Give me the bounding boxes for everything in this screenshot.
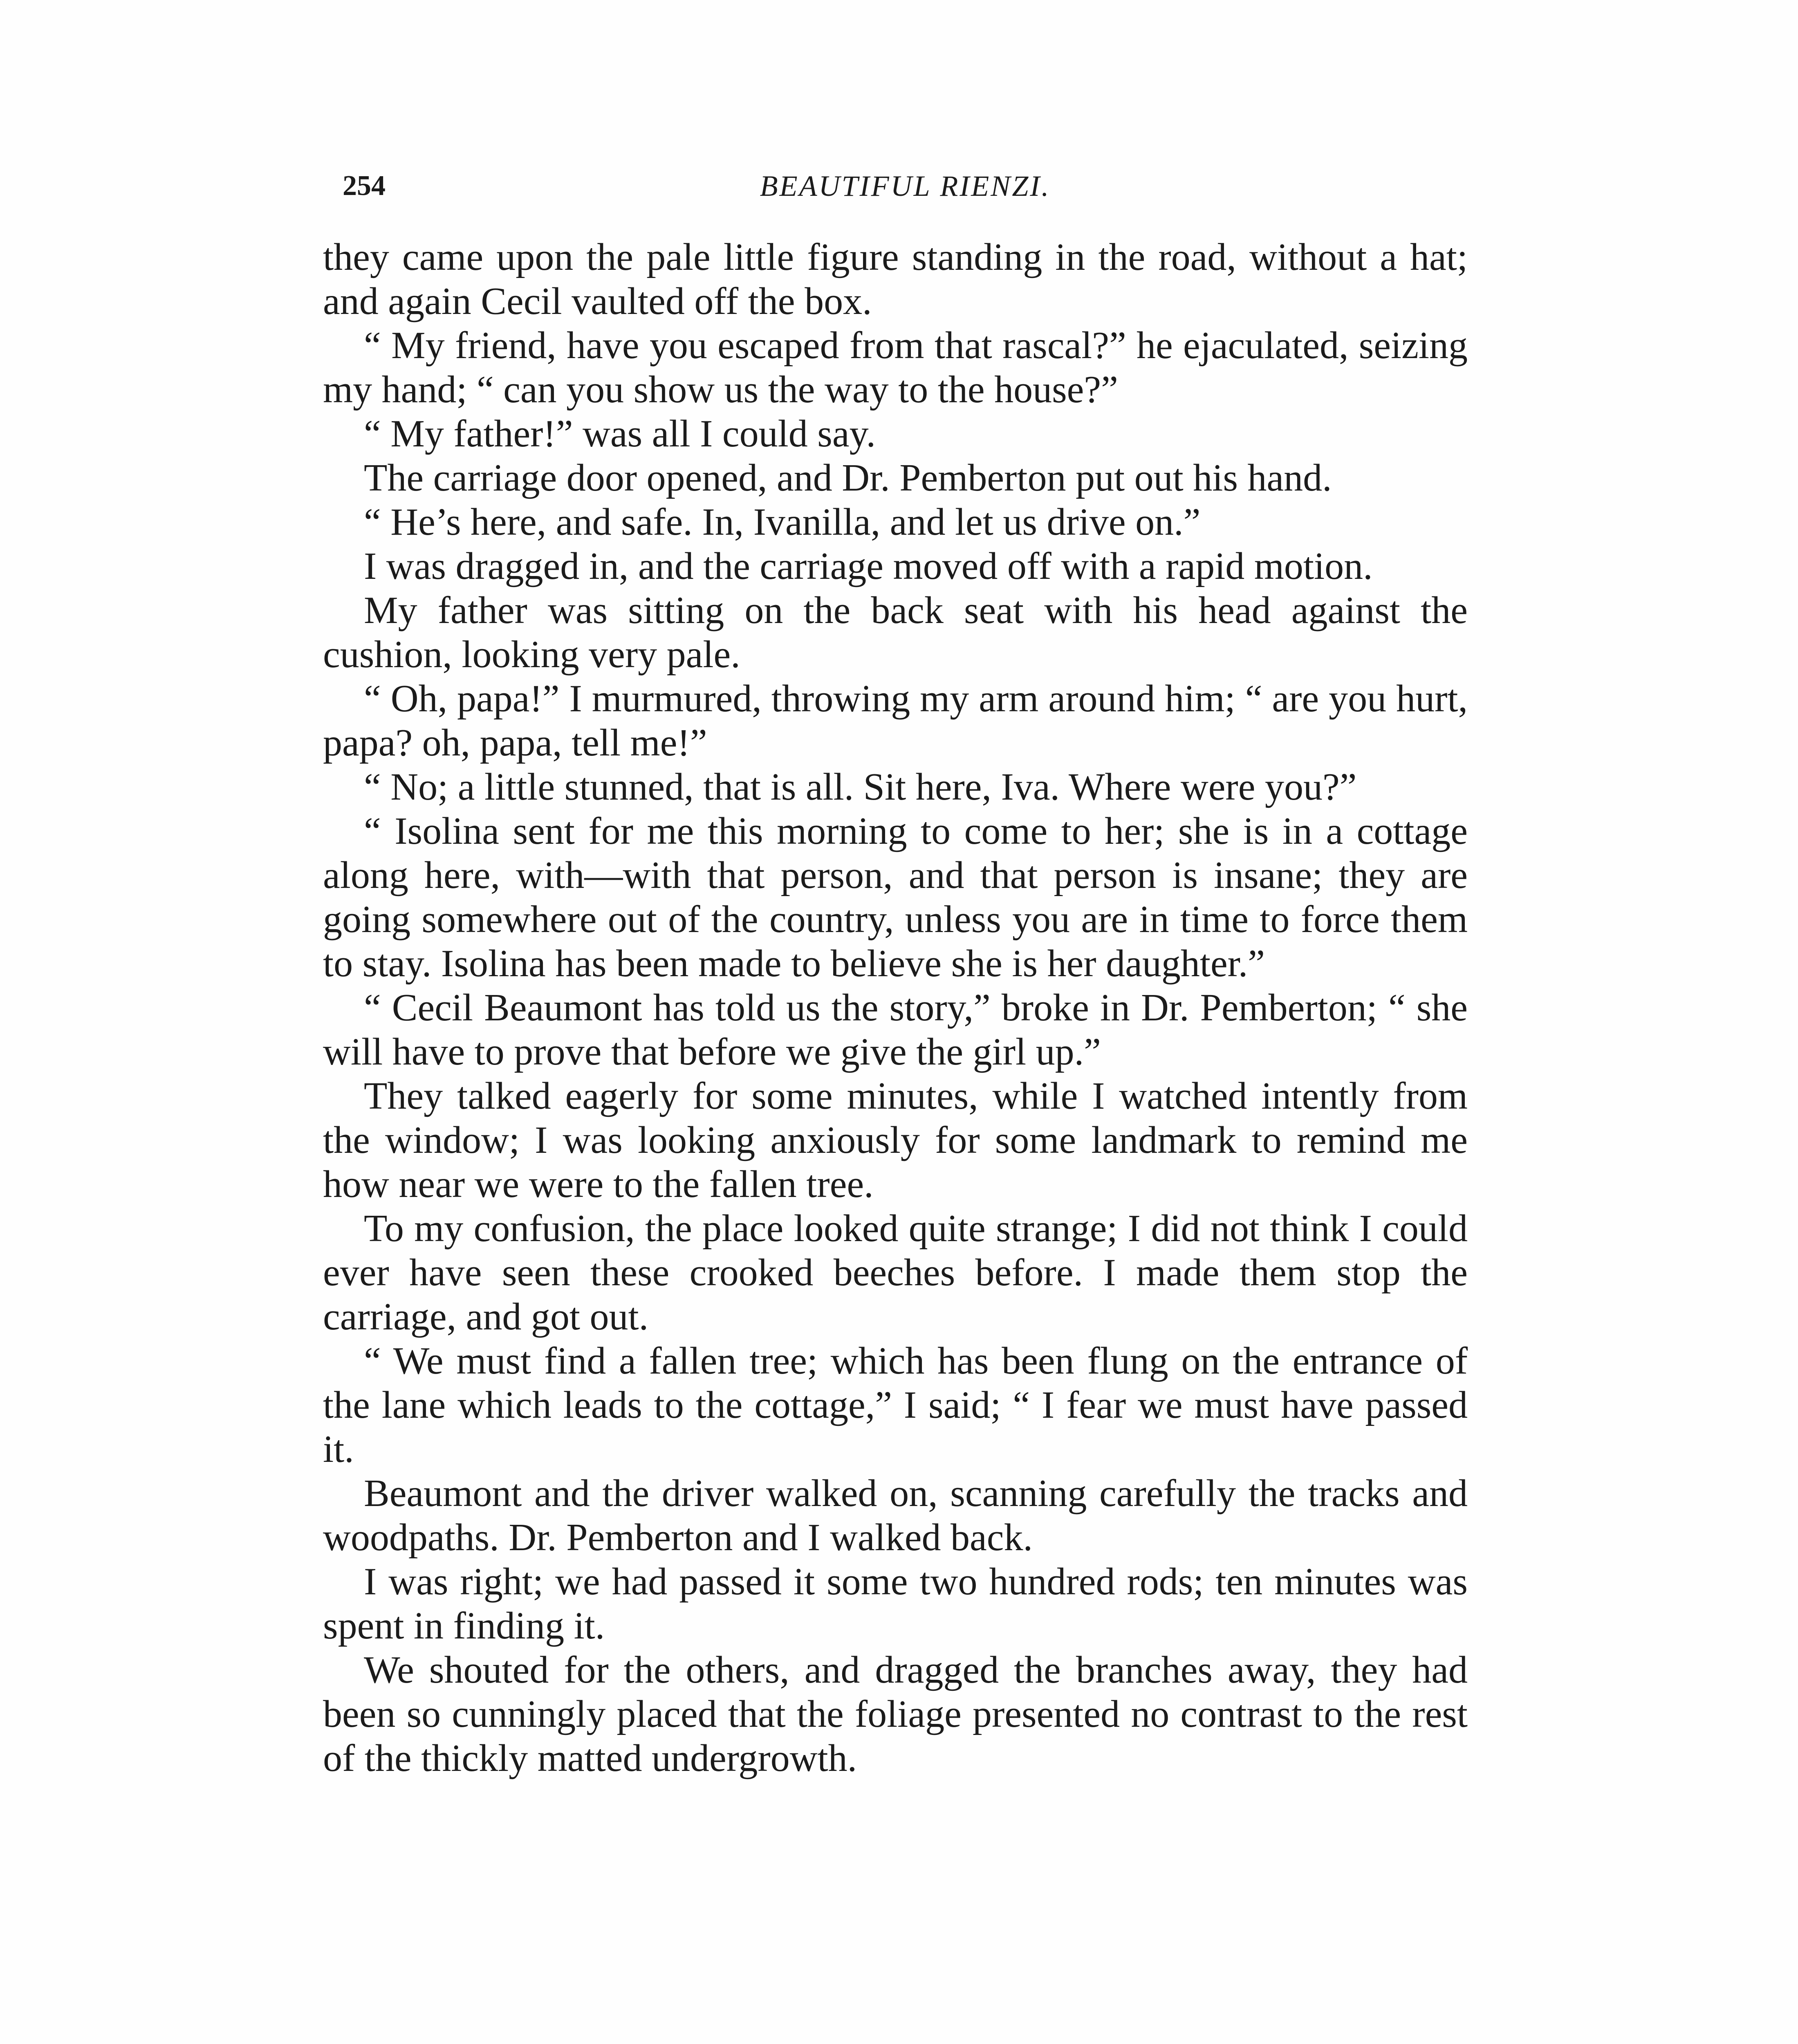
paragraph: they came upon the pale little figure standing in the road, without a hat; and again Cecil vaulted off the box. <box>323 236 1468 323</box>
paragraph: I was dragged in, and the carriage moved off with a rapid motion. <box>364 545 1373 587</box>
paragraph: We shouted for the others, and dragged the branches away, they had been so cunningly placed that the foliage presented no contrast to the rest of the thickly matted undergrowth. <box>323 1649 1468 1780</box>
paragraph: “ My father!” was all I could say. <box>364 412 876 455</box>
paragraph: My father was sitting on the back seat with his head against the cushion, looking very pale. <box>323 589 1468 676</box>
paragraph: I was right; we had passed it some two hundred rods; ten minutes was spent in finding it. <box>323 1560 1468 1647</box>
page-number: 254 <box>343 170 386 202</box>
paragraph: To my confusion, the place looked quite strange; I did not think I could ever have seen these crooked beeches before. I made them stop the carriage, and got out. <box>323 1207 1468 1338</box>
paragraph: “ My friend, have you escaped from that rascal?” he ejaculated, seizing my hand; “ can you show us the way to the house?” <box>323 324 1468 411</box>
paragraph: “ Oh, papa!” I murmured, throwing my arm around him; “ are you hurt, papa? oh, papa, tell me!” <box>323 677 1468 764</box>
paragraph: Beaumont and the driver walked on, scanning carefully the tracks and woodpaths. Dr. Pemberton and I walked back. <box>323 1472 1468 1559</box>
paragraph: “ No; a little stunned, that is all. Sit here, Iva. Where were you?” <box>364 766 1357 808</box>
paragraph: “ He’s here, and safe. In, Ivanilla, and let us drive on.” <box>364 501 1201 543</box>
paragraph: “ We must find a fallen tree; which has been flung on the entrance of the lane which leads to the cottage,” I said; “ I fear we must have passed it. <box>323 1340 1468 1470</box>
page-header <box>343 164 1468 208</box>
running-title: BEAUTIFUL RIENZI. <box>760 170 1051 202</box>
paragraph: They talked eagerly for some minutes, while I watched intently from the window; I was looking anxiously for some landmark to remind me how near we were to the fallen tree. <box>323 1075 1468 1206</box>
paragraph: “ Isolina sent for me this morning to come to her; she is in a cottage along here, with—with that person, and that person is insane; they are going somewhere out of the country, unless you are in time to force them to stay. Isolina has been made to believe she is her daughter.” <box>323 810 1468 985</box>
body-text <box>323 235 1468 1780</box>
paragraph: “ Cecil Beaumont has told us the story,” broke in Dr. Pemberton; “ she will have to prove that before we give the girl up.” <box>323 986 1468 1073</box>
paragraph: The carriage door opened, and Dr. Pemberton put out his hand. <box>364 457 1332 499</box>
